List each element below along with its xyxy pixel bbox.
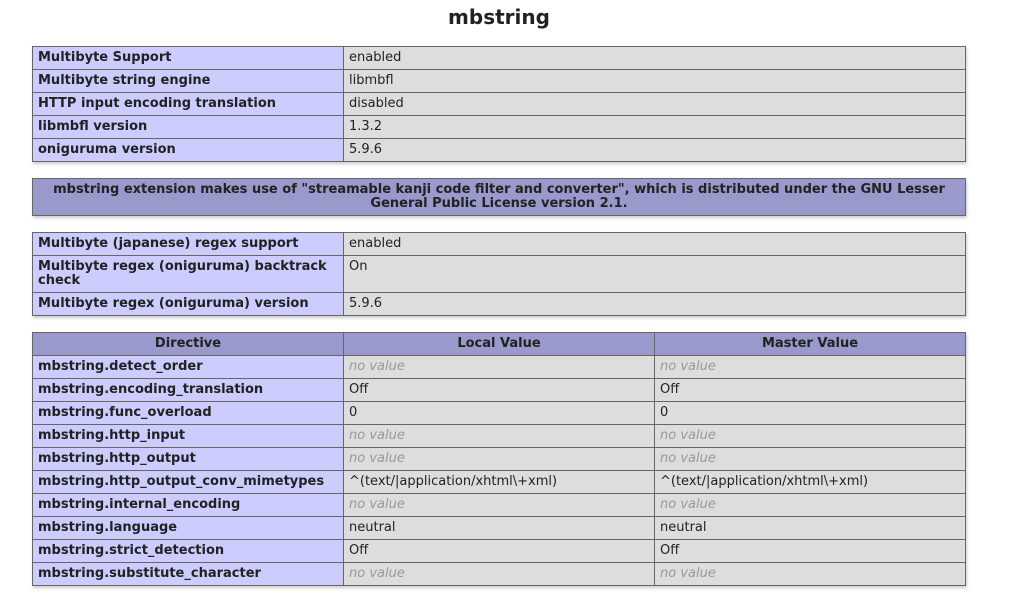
local-value: neutral [344, 517, 655, 540]
table-row [33, 293, 966, 316]
directive-name: mbstring.substitute_character [33, 563, 344, 586]
directive-name: mbstring.strict_detection [33, 540, 344, 563]
master-value: no value [655, 425, 966, 448]
master-value: no value [655, 448, 966, 471]
table-row [33, 116, 966, 139]
table-header-row [33, 333, 966, 356]
section-title: mbstring [448, 5, 550, 29]
master-value: no value [655, 563, 966, 586]
directive-name: mbstring.language [33, 517, 344, 540]
local-value: no value [344, 494, 655, 517]
row-value: 1.3.2 [344, 116, 966, 139]
master-value: 0 [655, 402, 966, 425]
row-label: Multibyte Support [33, 47, 344, 70]
row-value: enabled [344, 233, 966, 256]
table-row [33, 517, 966, 540]
table-row [33, 494, 966, 517]
table-row [33, 356, 966, 379]
row-label: libmbfl version [33, 116, 344, 139]
table-row [33, 256, 966, 293]
row-label: Multibyte regex (oniguruma) version [33, 293, 344, 316]
row-value: libmbfl [344, 70, 966, 93]
local-value: no value [344, 425, 655, 448]
directive-name: mbstring.http_output [33, 448, 344, 471]
table-row [33, 379, 966, 402]
column-header-directive: Directive [33, 333, 344, 356]
local-value: no value [344, 356, 655, 379]
table-row [33, 179, 966, 216]
local-value: Off [344, 379, 655, 402]
row-label: oniguruma version [33, 139, 344, 162]
directive-name: mbstring.encoding_translation [33, 379, 344, 402]
row-value: 5.9.6 [344, 293, 966, 316]
row-value: 5.9.6 [344, 139, 966, 162]
license-note-table [32, 178, 966, 216]
row-value: enabled [344, 47, 966, 70]
directive-name: mbstring.func_overload [33, 402, 344, 425]
table-row [33, 93, 966, 116]
directive-name: mbstring.detect_order [33, 356, 344, 379]
master-value: neutral [655, 517, 966, 540]
master-value: no value [655, 356, 966, 379]
table-row [33, 233, 966, 256]
directive-name: mbstring.internal_encoding [33, 494, 344, 517]
local-value: 0 [344, 402, 655, 425]
mbstring-general-table [32, 46, 966, 162]
directive-name: mbstring.http_output_conv_mimetypes [33, 471, 344, 494]
directives-table [32, 332, 966, 586]
master-value: Off [655, 540, 966, 563]
table-row [33, 471, 966, 494]
local-value: Off [344, 540, 655, 563]
table-row [33, 139, 966, 162]
directive-name: mbstring.http_input [33, 425, 344, 448]
table-row [33, 47, 966, 70]
local-value: ^(text/|application/xhtml\+xml) [344, 471, 655, 494]
table-row [33, 425, 966, 448]
local-value: no value [344, 448, 655, 471]
license-note: mbstring extension makes use of "streamable kanji code filter and converter", which is distributed under the GNU Lesser General Public License version 2.1. [33, 179, 966, 216]
local-value: no value [344, 563, 655, 586]
column-header-local-value: Local Value [344, 333, 655, 356]
mbstring-regex-table [32, 232, 966, 316]
row-label: HTTP input encoding translation [33, 93, 344, 116]
row-label: Multibyte (japanese) regex support [33, 233, 344, 256]
table-row [33, 448, 966, 471]
table-row [33, 402, 966, 425]
table-row [33, 540, 966, 563]
row-label: Multibyte regex (oniguruma) backtrack check [33, 256, 344, 293]
table-row [33, 70, 966, 93]
table-row [33, 563, 966, 586]
master-value: Off [655, 379, 966, 402]
row-label: Multibyte string engine [33, 70, 344, 93]
column-header-master-value: Master Value [655, 333, 966, 356]
row-value: On [344, 256, 966, 293]
master-value: no value [655, 494, 966, 517]
row-value: disabled [344, 93, 966, 116]
master-value: ^(text/|application/xhtml\+xml) [655, 471, 966, 494]
